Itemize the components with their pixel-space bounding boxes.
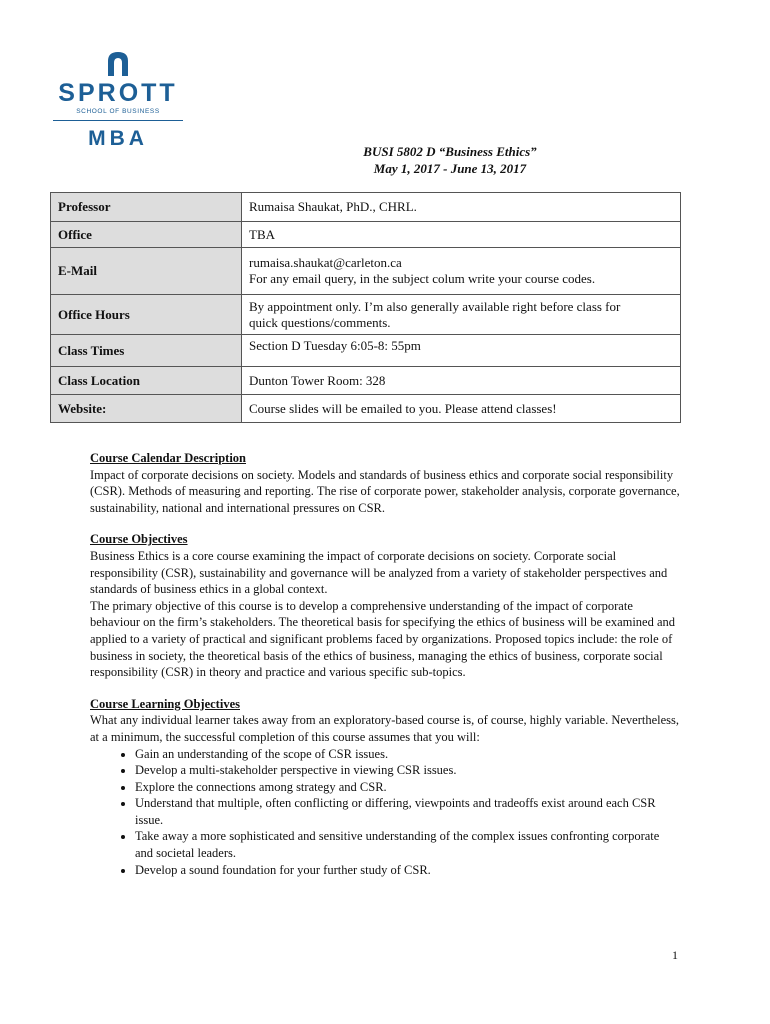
list-item: • Develop a multi-stakeholder perspective in viewing CSR issues. [135,762,680,779]
table-row [51,248,681,295]
value-line: Dunton Tower Room: 328 [249,372,386,388]
email-link[interactable]: rumaisa.shaukat@carleton.ca [249,255,402,270]
value-line: By appointment only. I’m also generally available right before class for [249,298,621,314]
learning-section [90,696,680,879]
page-number: 1 [672,948,678,962]
list-item: • Gain an understanding of the scope of CSR issues. [135,746,680,763]
logo-program: MBA [88,127,148,150]
table-row [51,395,681,423]
course-header [50,143,770,177]
learning-list [90,746,680,879]
value-line: Section D Tuesday 6:05-8: 55pm [249,338,421,353]
logo-school: SCHOOL OF BUSINESS [76,108,160,115]
value-line: Course slides will be emailed to you. Please attend classes! [249,400,557,416]
course-dates: May 1, 2017 - June 13, 2017 [373,161,527,176]
learning-intro: What any individual learner takes away from an exploratory-based course is, of course, highly variable. Nevertheless, at a minimum, the successful completion of this course assumes that you will: [90,713,680,744]
row-value [242,367,681,395]
course-info-table [50,192,681,423]
row-key: Office [51,222,242,248]
logo-divider [53,120,183,121]
objectives-heading: Course Objectives [90,532,188,547]
row-value [242,193,681,222]
row-key: Website: [51,395,242,423]
list-item: • Take away a more sophisticated and sensitive understanding of the complex issues confronting corporate and societal leaders. [135,828,680,861]
list-item: • Explore the connections among strategy and CSR. [135,779,680,796]
row-key: Class Times [51,335,242,367]
row-value [242,222,681,248]
row-key: Office Hours [51,295,242,335]
logo-brand: SPROTT [58,79,178,107]
value-line: TBA [249,226,275,242]
table-row [51,335,681,367]
sprott-arch-icon [107,52,129,76]
value-line: quick questions/comments. [249,314,391,330]
value-line: For any email query, in the subject colum write your course codes. [249,271,596,286]
sprott-logo [50,52,186,150]
table-row [51,222,681,248]
course-code: BUSI 5802 D “Business Ethics” [363,144,537,159]
learning-heading: Course Learning Objectives [90,696,240,711]
objectives-paragraph: Business Ethics is a core course examining the impact of corporate decisions on society. Corporate social responsibility (CSR), sustainability and governance will be analyzed from a variety of stakeholder perspectives and standards of business ethics in a global context. [90,548,668,597]
calendar-section [90,450,680,516]
table-row [51,367,681,395]
list-item: • Develop a sound foundation for your further study of CSR. [135,862,680,879]
objectives-section [90,531,680,680]
document-body [90,450,680,893]
table-row [51,295,681,335]
table-row [51,193,681,222]
value-line: Rumaisa Shaukat, PhD., CHRL. [249,199,417,214]
calendar-heading: Course Calendar Description [90,451,247,465]
calendar-text: Impact of corporate decisions on society. Models and standards of business ethics and corporate social responsibility (CSR). Methods of measuring and reporting. The rise of corporate power, stakeholder analysis, corporate governance, sustainability, national and international pressures on CSR. [90,467,680,515]
row-key: E-Mail [51,248,242,295]
row-value [242,248,681,295]
row-value [242,295,681,335]
row-key: Professor [51,193,242,222]
row-value [242,395,681,423]
row-key: Class Location [51,367,242,395]
list-item: • Understand that multiple, often conflicting or differing, viewpoints and tradeoffs exist around each CSR issue. [135,795,680,828]
objectives-paragraph: The primary objective of this course is to develop a comprehensive understanding of the impact of corporate behaviour on the firm’s stakeholders. The theoretical basis for specifying the ethics of business will be examined and applied to a variety of practical and significant problems faced by organizations. Proposed topics include: the role of business in society, the theoretical basis of the ethics of business, managing the ethics of business, corporate social responsibility (CSR) in theory and practice and various specific sub-topics. [90,598,676,680]
row-value [242,335,681,367]
